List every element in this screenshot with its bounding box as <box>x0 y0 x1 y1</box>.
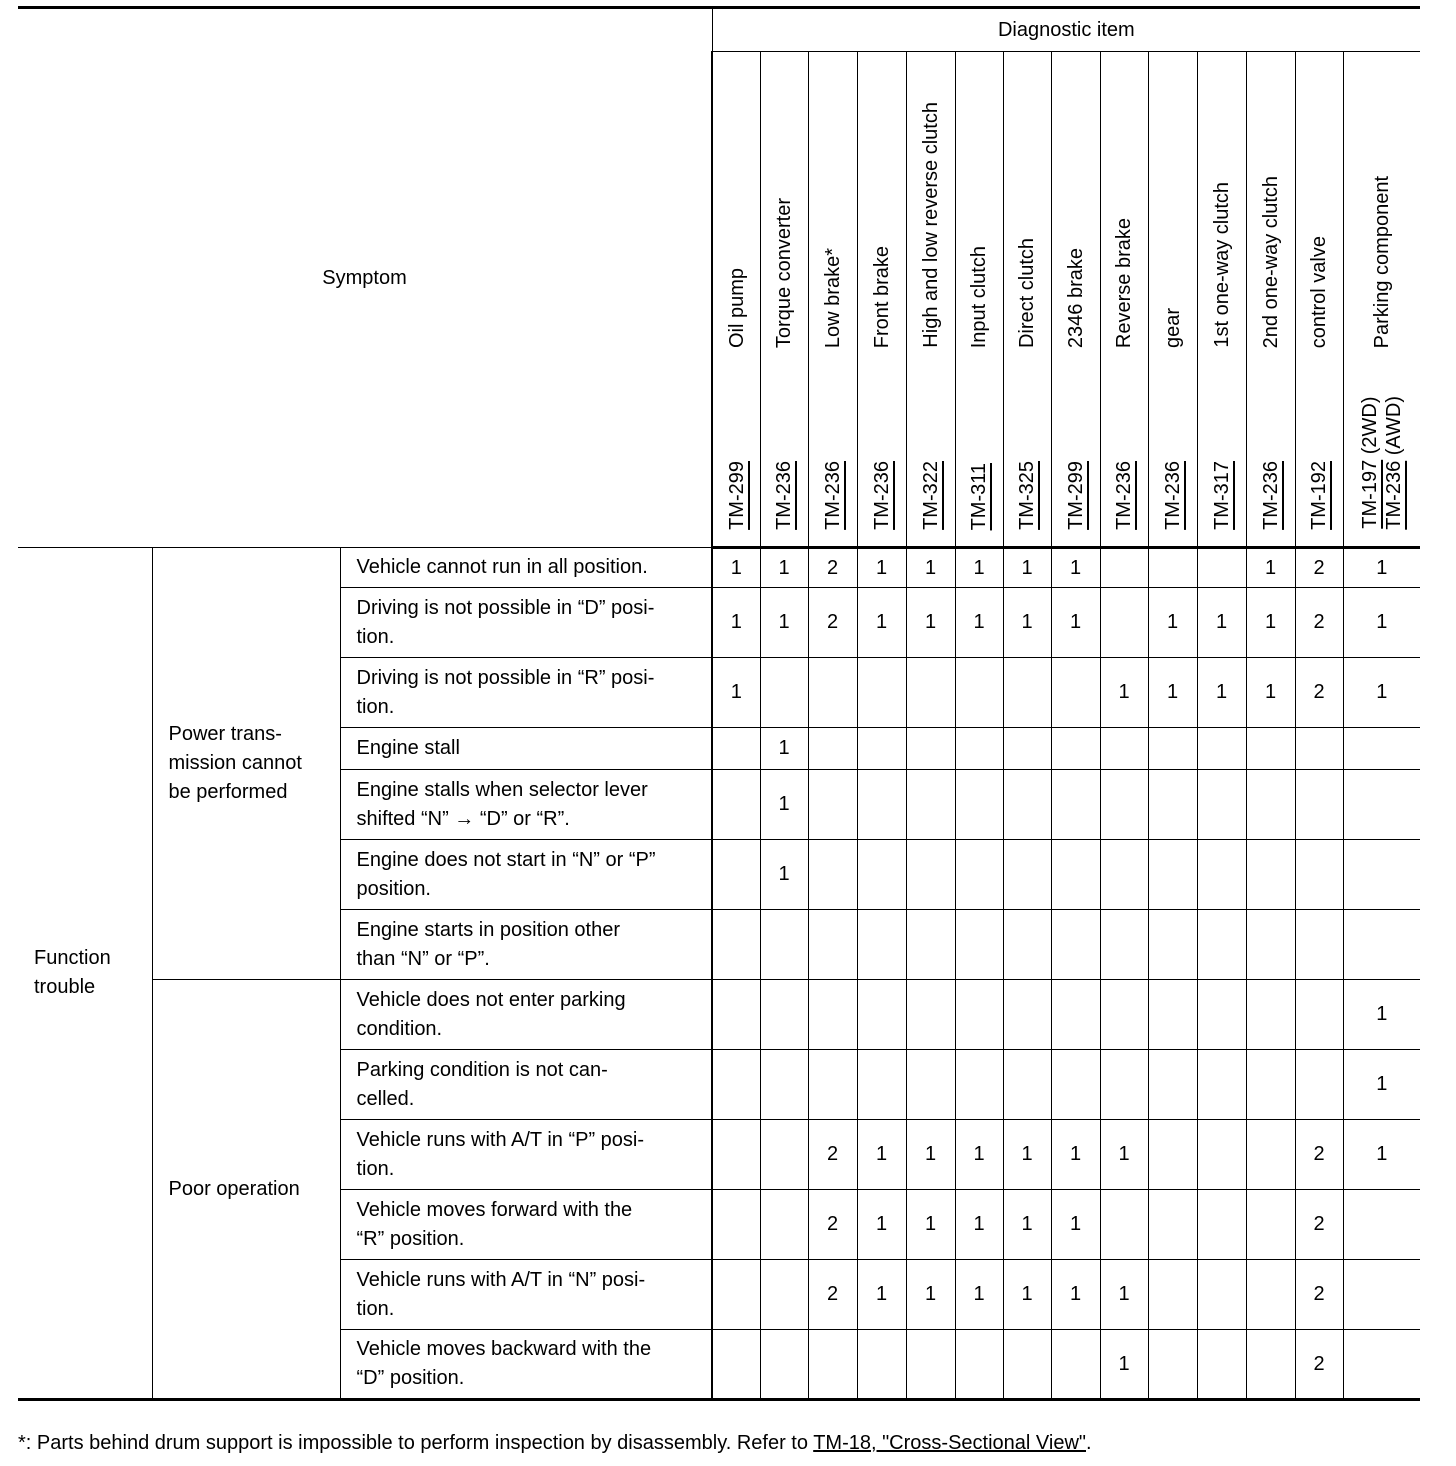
value-cell <box>955 728 1003 770</box>
ref-line <box>1210 461 1234 530</box>
tm-reference-link[interactable]: TM-236 <box>773 461 796 530</box>
value-cell <box>1003 840 1051 910</box>
value-cell <box>1343 770 1420 840</box>
table-row <box>18 548 1420 588</box>
column-refs <box>1161 461 1185 530</box>
symptom-cell: Driving is not possible in “R” posi- tion. <box>340 658 712 728</box>
value-cell: 1 <box>857 1120 906 1190</box>
ref-line <box>1259 461 1283 530</box>
value-cell <box>906 770 955 840</box>
value-cell: 1 <box>1003 588 1051 658</box>
value-cell <box>857 980 906 1050</box>
value-cell <box>808 728 857 770</box>
tm-reference-link[interactable]: TM-322 <box>919 461 942 530</box>
column-header <box>760 52 808 548</box>
value-cell: 1 <box>1100 658 1148 728</box>
ref-line <box>1064 461 1088 530</box>
ref-line <box>821 461 845 530</box>
value-cell: 1 <box>1343 658 1420 728</box>
value-cell <box>955 770 1003 840</box>
value-cell: 2 <box>1295 1330 1343 1400</box>
ref-line <box>1112 461 1136 530</box>
column-header <box>857 52 906 548</box>
value-cell <box>1003 728 1051 770</box>
ref-line <box>1307 461 1331 530</box>
value-cell <box>955 658 1003 728</box>
column-refs <box>870 461 894 530</box>
symptom-cell: Vehicle does not enter parking condition. <box>340 980 712 1050</box>
value-cell <box>1148 770 1197 840</box>
value-cell <box>1246 1330 1295 1400</box>
value-cell <box>857 1330 906 1400</box>
tm-reference-link[interactable]: TM-236 <box>1383 461 1406 530</box>
value-cell <box>1197 1120 1246 1190</box>
value-cell: 1 <box>760 728 808 770</box>
value-cell <box>1148 1050 1197 1120</box>
value-cell: 1 <box>1197 658 1246 728</box>
value-cell: 2 <box>808 1190 857 1260</box>
value-cell <box>1295 770 1343 840</box>
value-cell: 1 <box>955 588 1003 658</box>
value-cell <box>1051 770 1100 840</box>
value-cell <box>955 1050 1003 1120</box>
value-cell <box>857 910 906 980</box>
value-cell <box>712 840 760 910</box>
value-cell: 1 <box>906 1260 955 1330</box>
diagnostic-item-header: Diagnostic item <box>712 8 1420 52</box>
column-name: Input clutch <box>968 245 991 348</box>
value-cell: 1 <box>1246 548 1295 588</box>
symptom-cell: Vehicle cannot run in all position. <box>340 548 712 588</box>
value-cell <box>1148 1330 1197 1400</box>
symptom-cell: Vehicle runs with A/T in “P” posi- tion. <box>340 1120 712 1190</box>
value-cell <box>857 658 906 728</box>
ref-line <box>1161 461 1185 530</box>
value-cell <box>760 1330 808 1400</box>
symptom-cell: Engine starts in position other than “N” or “P”. <box>340 910 712 980</box>
value-cell <box>906 1330 955 1400</box>
value-cell: 2 <box>1295 588 1343 658</box>
column-refs <box>919 461 943 530</box>
value-cell <box>808 840 857 910</box>
value-cell <box>712 770 760 840</box>
tm-reference-link[interactable]: TM-325 <box>1016 461 1039 530</box>
tm-reference-link[interactable]: TM-236 <box>1259 461 1282 530</box>
value-cell <box>1197 1260 1246 1330</box>
value-cell <box>808 658 857 728</box>
column-header <box>955 52 1003 548</box>
value-cell <box>760 980 808 1050</box>
value-cell <box>760 1050 808 1120</box>
value-cell <box>1295 728 1343 770</box>
value-cell <box>1100 840 1148 910</box>
column-name: Reverse brake <box>1113 217 1136 348</box>
value-cell: 1 <box>760 770 808 840</box>
value-cell <box>1003 658 1051 728</box>
ref-line <box>725 461 749 530</box>
value-cell <box>1100 728 1148 770</box>
value-cell <box>1197 910 1246 980</box>
tm-reference-link[interactable]: TM-192 <box>1308 461 1331 530</box>
column-name: gear <box>1161 307 1184 348</box>
tm-reference-link[interactable]: TM-311 <box>968 462 991 530</box>
ref-line <box>967 463 991 530</box>
column-refs <box>821 461 845 530</box>
value-cell <box>1051 658 1100 728</box>
value-cell: 1 <box>760 588 808 658</box>
column-header <box>1343 52 1420 548</box>
column-name: Front brake <box>870 245 893 348</box>
value-cell <box>1051 910 1100 980</box>
value-cell <box>1246 1190 1295 1260</box>
value-cell <box>1246 980 1295 1050</box>
footnote-text: *: Parts behind drum support is impossible to perform inspection by disassembly. Refer to <box>18 1432 814 1454</box>
value-cell <box>808 910 857 980</box>
value-cell <box>955 980 1003 1050</box>
tm-reference-link[interactable]: TM-236 <box>1161 461 1184 530</box>
value-cell <box>1343 840 1420 910</box>
value-cell <box>1295 980 1343 1050</box>
value-cell <box>760 1120 808 1190</box>
value-cell <box>760 1190 808 1260</box>
column-refs <box>967 463 991 530</box>
value-cell <box>808 1050 857 1120</box>
value-cell: 1 <box>1051 1190 1100 1260</box>
value-cell <box>1100 1050 1148 1120</box>
value-cell <box>1343 728 1420 770</box>
value-cell <box>1343 1190 1420 1260</box>
column-header <box>1148 52 1197 548</box>
value-cell <box>906 980 955 1050</box>
value-cell: 1 <box>1051 548 1100 588</box>
value-cell: 1 <box>906 1190 955 1260</box>
value-cell <box>1343 910 1420 980</box>
value-cell: 2 <box>1295 1190 1343 1260</box>
value-cell: 1 <box>1246 588 1295 658</box>
value-cell <box>906 728 955 770</box>
value-cell: 1 <box>857 548 906 588</box>
symptom-cell: Driving is not possible in “D” posi- tion. <box>340 588 712 658</box>
column-header <box>712 52 760 548</box>
column-refs <box>772 461 796 530</box>
value-cell <box>1246 1050 1295 1120</box>
value-cell <box>1003 770 1051 840</box>
value-cell: 1 <box>955 1190 1003 1260</box>
value-cell <box>955 840 1003 910</box>
value-cell <box>1197 548 1246 588</box>
value-cell <box>760 1260 808 1330</box>
table-row <box>18 980 1420 1050</box>
value-cell <box>857 840 906 910</box>
column-header <box>1246 52 1295 548</box>
value-cell <box>1051 840 1100 910</box>
value-cell: 1 <box>1051 588 1100 658</box>
value-cell: 2 <box>808 1260 857 1330</box>
value-cell: 1 <box>1197 588 1246 658</box>
column-refs <box>1015 461 1039 530</box>
value-cell: 1 <box>760 840 808 910</box>
value-cell <box>1003 1330 1051 1400</box>
value-cell <box>1295 1050 1343 1120</box>
column-header <box>1295 52 1343 548</box>
cross-sectional-view-link[interactable]: TM-18, "Cross-Sectional View" <box>813 1432 1086 1454</box>
value-cell <box>906 1050 955 1120</box>
value-cell: 1 <box>760 548 808 588</box>
symptom-cell: Parking condition is not can- celled. <box>340 1050 712 1120</box>
column-name: Parking component <box>1371 175 1394 348</box>
value-cell <box>808 770 857 840</box>
value-cell: 1 <box>1246 658 1295 728</box>
value-cell <box>712 980 760 1050</box>
value-cell: 2 <box>808 548 857 588</box>
column-name: 2346 brake <box>1064 247 1087 348</box>
value-cell: 2 <box>808 1120 857 1190</box>
value-cell <box>712 1330 760 1400</box>
ref-line <box>1015 461 1039 530</box>
column-refs <box>1307 461 1331 530</box>
value-cell <box>712 1190 760 1260</box>
value-cell <box>906 910 955 980</box>
symptom-cell: Vehicle moves forward with the “R” position. <box>340 1190 712 1260</box>
symptom-cell: Engine stalls when selector lever shifted “N” → “D” or “R”. <box>340 770 712 840</box>
value-cell: 1 <box>857 1190 906 1260</box>
value-cell: 1 <box>712 548 760 588</box>
value-cell: 1 <box>1343 1050 1420 1120</box>
value-cell <box>1100 588 1148 658</box>
value-cell <box>1003 1050 1051 1120</box>
tm-reference-link[interactable]: TM-236 <box>821 461 844 530</box>
column-refs <box>1064 461 1088 530</box>
value-cell <box>808 1330 857 1400</box>
value-cell <box>1246 770 1295 840</box>
value-cell <box>1100 548 1148 588</box>
column-header <box>1197 52 1246 548</box>
column-name: Oil pump <box>725 267 748 348</box>
group-cell: Poor operation <box>152 980 340 1400</box>
column-header <box>906 52 955 548</box>
value-cell <box>1295 840 1343 910</box>
value-cell <box>1343 1260 1420 1330</box>
value-cell <box>1246 1120 1295 1190</box>
value-cell: 1 <box>712 658 760 728</box>
value-cell <box>712 1120 760 1190</box>
value-cell <box>1148 1120 1197 1190</box>
value-cell <box>1343 1330 1420 1400</box>
value-cell: 1 <box>1051 1120 1100 1190</box>
value-cell: 1 <box>712 588 760 658</box>
symptom-cell: Engine does not start in “N” or “P” position. <box>340 840 712 910</box>
value-cell: 1 <box>1100 1330 1148 1400</box>
value-cell <box>1148 1260 1197 1330</box>
tm-reference-link[interactable]: TM-197 <box>1359 460 1382 530</box>
value-cell <box>1295 910 1343 980</box>
value-cell <box>1148 840 1197 910</box>
value-cell <box>1197 980 1246 1050</box>
column-name: Direct clutch <box>1016 237 1039 348</box>
tm-reference-link[interactable]: TM-299 <box>725 461 748 530</box>
column-refs <box>725 461 749 530</box>
value-cell: 2 <box>1295 1120 1343 1190</box>
value-cell <box>1148 548 1197 588</box>
value-cell <box>712 910 760 980</box>
value-cell: 1 <box>857 1260 906 1330</box>
value-cell <box>712 1260 760 1330</box>
column-header <box>1051 52 1100 548</box>
value-cell <box>1197 1050 1246 1120</box>
value-cell <box>955 1330 1003 1400</box>
value-cell: 1 <box>1051 1260 1100 1330</box>
ref-suffix: (2WD) <box>1359 397 1382 461</box>
column-name: 2nd one-way clutch <box>1259 175 1282 348</box>
value-cell: 2 <box>1295 658 1343 728</box>
value-cell <box>1246 1260 1295 1330</box>
ref-line <box>1382 396 1406 530</box>
value-cell: 1 <box>955 1260 1003 1330</box>
value-cell <box>955 910 1003 980</box>
column-name: control valve <box>1308 235 1331 348</box>
value-cell: 1 <box>955 548 1003 588</box>
value-cell <box>1100 910 1148 980</box>
symptom-header: Symptom <box>18 8 712 548</box>
footnote-end: . <box>1086 1432 1092 1454</box>
value-cell: 1 <box>1148 658 1197 728</box>
value-cell <box>760 658 808 728</box>
tm-reference-link[interactable]: TM-236 <box>1113 461 1136 530</box>
diagnostic-table <box>18 6 1420 1401</box>
value-cell <box>1197 1330 1246 1400</box>
column-name: 1st one-way clutch <box>1210 182 1233 348</box>
tm-reference-link[interactable]: TM-236 <box>870 461 893 530</box>
value-cell <box>1148 728 1197 770</box>
value-cell <box>1051 1330 1100 1400</box>
ref-line <box>772 461 796 530</box>
value-cell: 1 <box>906 548 955 588</box>
value-cell <box>808 980 857 1050</box>
value-cell <box>1197 1190 1246 1260</box>
value-cell: 1 <box>955 1120 1003 1190</box>
value-cell: 1 <box>1100 1260 1148 1330</box>
value-cell <box>1003 980 1051 1050</box>
value-cell <box>1051 980 1100 1050</box>
value-cell <box>1100 1190 1148 1260</box>
column-name: Low brake* <box>821 247 844 348</box>
value-cell: 1 <box>857 588 906 658</box>
value-cell <box>906 840 955 910</box>
value-cell <box>760 910 808 980</box>
value-cell: 1 <box>906 588 955 658</box>
symptom-cell: Vehicle runs with A/T in “N” posi- tion. <box>340 1260 712 1330</box>
value-cell: 2 <box>1295 1260 1343 1330</box>
value-cell: 1 <box>1003 1120 1051 1190</box>
symptom-cell: Engine stall <box>340 728 712 770</box>
ref-line <box>870 461 894 530</box>
column-refs <box>1358 396 1406 530</box>
value-cell <box>857 770 906 840</box>
value-cell <box>1148 980 1197 1050</box>
value-cell: 2 <box>808 588 857 658</box>
value-cell: 1 <box>1100 1120 1148 1190</box>
value-cell: 1 <box>1343 588 1420 658</box>
value-cell <box>1100 770 1148 840</box>
value-cell <box>857 728 906 770</box>
value-cell: 1 <box>1003 1190 1051 1260</box>
value-cell <box>857 1050 906 1120</box>
column-refs <box>1259 461 1283 530</box>
category-cell: Function trouble <box>18 548 152 1400</box>
value-cell <box>1246 840 1295 910</box>
tm-reference-link[interactable]: TM-299 <box>1064 461 1087 530</box>
value-cell <box>1148 1190 1197 1260</box>
value-cell <box>712 1050 760 1120</box>
ref-suffix: (AWD) <box>1383 396 1406 462</box>
ref-line <box>1358 396 1382 530</box>
value-cell <box>1197 728 1246 770</box>
column-header <box>1003 52 1051 548</box>
ref-line <box>919 461 943 530</box>
value-cell <box>1148 910 1197 980</box>
value-cell <box>1003 910 1051 980</box>
value-cell <box>1051 1050 1100 1120</box>
value-cell: 1 <box>1343 980 1420 1050</box>
tm-reference-link[interactable]: TM-317 <box>1210 461 1233 530</box>
column-refs <box>1112 461 1136 530</box>
footnote <box>18 1432 1092 1455</box>
column-name: Torque converter <box>773 197 796 348</box>
value-cell: 1 <box>1003 1260 1051 1330</box>
value-cell <box>1246 728 1295 770</box>
value-cell: 1 <box>1003 548 1051 588</box>
value-cell: 1 <box>906 1120 955 1190</box>
value-cell: 1 <box>1148 588 1197 658</box>
value-cell <box>1246 910 1295 980</box>
value-cell <box>1100 980 1148 1050</box>
value-cell: 1 <box>1343 548 1420 588</box>
column-header <box>808 52 857 548</box>
value-cell <box>1051 728 1100 770</box>
column-header <box>1100 52 1148 548</box>
value-cell <box>712 728 760 770</box>
column-refs <box>1210 461 1234 530</box>
value-cell <box>1197 770 1246 840</box>
value-cell: 1 <box>1343 1120 1420 1190</box>
column-name: High and low reverse clutch <box>919 102 942 348</box>
group-cell: Power trans- mission cannot be performed <box>152 548 340 980</box>
value-cell: 2 <box>1295 548 1343 588</box>
symptom-cell: Vehicle moves backward with the “D” position. <box>340 1330 712 1400</box>
value-cell <box>906 658 955 728</box>
value-cell <box>1197 840 1246 910</box>
